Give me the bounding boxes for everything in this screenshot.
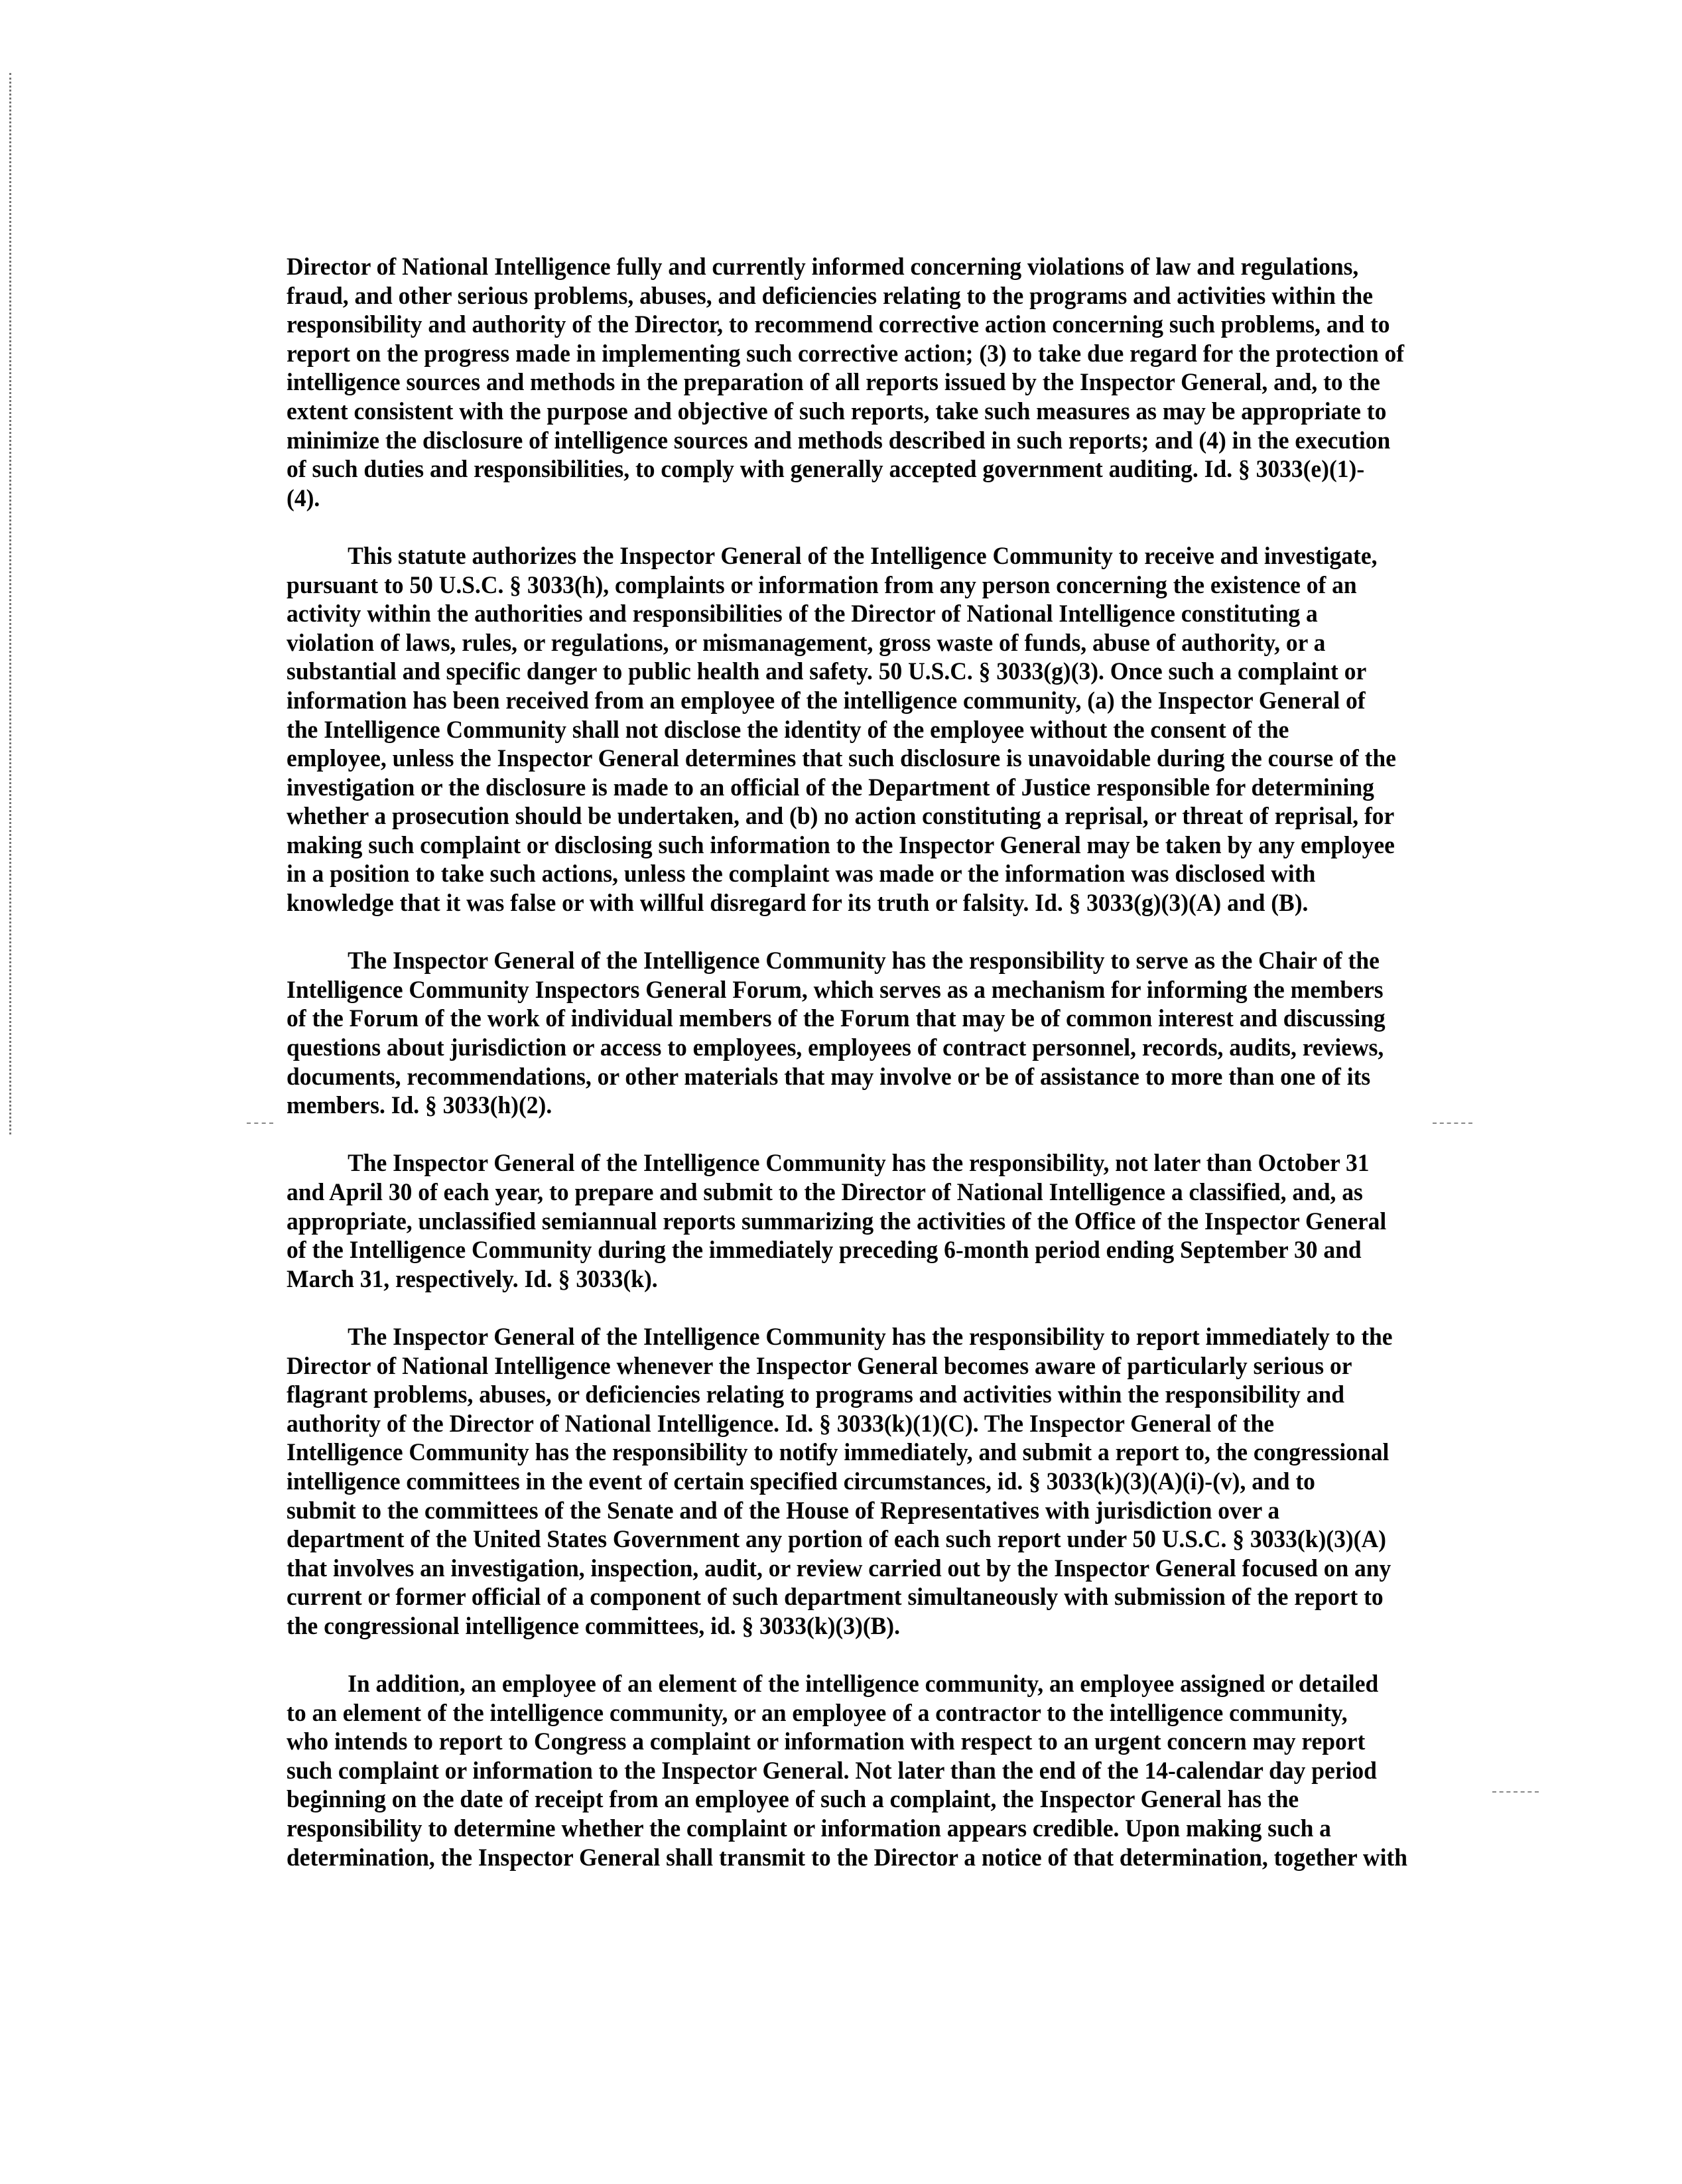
paragraph <box>287 1149 1414 1294</box>
scan-artifact-mark <box>1492 1791 1539 1793</box>
scan-artifact-dotted-edge <box>9 73 11 1134</box>
text-line: responsibility and authority of the Director, to recommend corrective action concerning such problems, and to <box>287 311 1390 339</box>
text-line: of the Intelligence Community during the immediately preceding 6-month period ending September 30 and <box>287 1237 1362 1264</box>
text-line: the Intelligence Community shall not disclose the identity of the employee without the consent of the <box>287 716 1289 744</box>
text-line: such complaint or information to the Inspector General. Not later than the end of the 14-calendar day period <box>287 1757 1377 1785</box>
text-line: of such duties and responsibilities, to comply with generally accepted government auditing. Id. § 3033(e)(1)- <box>287 456 1365 484</box>
text-line: who intends to report to Congress a complaint or information with respect to an urgent concern may report <box>287 1728 1366 1756</box>
text-line: substantial and specific danger to public health and safety. 50 U.S.C. § 3033(g)(3). Once such a complaint or <box>287 658 1367 686</box>
text-line: submit to the committees of the Senate and of the House of Representatives with jurisdiction over a <box>287 1497 1280 1525</box>
text-line: report on the progress made in implementing such corrective action; (3) to take due regard for the protection of <box>287 340 1405 368</box>
text-line: fraud, and other serious problems, abuses, and deficiencies relating to the programs and activities within the <box>287 282 1374 310</box>
text-line: In addition, an employee of an element of the intelligence community, an employee assigned or detailed <box>348 1671 1379 1698</box>
text-line: that involves an investigation, inspection, audit, or review carried out by the Inspector General focused on any <box>287 1554 1391 1582</box>
text-line: This statute authorizes the Inspector General of the Intelligence Community to receive and investigate, <box>348 542 1378 570</box>
document-body <box>287 253 1414 1901</box>
text-line: flagrant problems, abuses, or deficiencies relating to programs and activities within the responsibility and <box>287 1381 1344 1409</box>
text-line: information has been received from an employee of the intelligence community, (a) the Inspector General of <box>287 687 1366 715</box>
scan-artifact-mark <box>247 1123 273 1124</box>
text-line: investigation or the disclosure is made to an official of the Department of Justice responsible for determining <box>287 774 1374 801</box>
paragraph <box>287 1670 1414 1872</box>
text-line: intelligence sources and methods in the preparation of all reports issued by the Inspector General, and, to the <box>287 369 1380 397</box>
text-line: department of the United States Government any portion of each such report under 50 U.S.C. § 3033(k)(3)(A) <box>287 1526 1386 1554</box>
paragraph <box>287 542 1414 918</box>
text-line: The Inspector General of the Intelligence Community has the responsibility to serve as the Chair of the <box>348 947 1380 975</box>
text-line: responsibility to determine whether the complaint or information appears credible. Upon making such a <box>287 1815 1331 1843</box>
text-line: extent consistent with the purpose and objective of such reports, take such measures as may be appropriate to <box>287 397 1387 425</box>
text-line: the congressional intelligence committees, id. § 3033(k)(3)(B). <box>287 1612 901 1640</box>
text-line: intelligence committees in the event of certain specified circumstances, id. § 3033(k)(3)(A)(i)-(v), and to <box>287 1467 1315 1495</box>
text-line: activity within the authorities and responsibilities of the Director of National Intelligence constituting a <box>287 600 1318 628</box>
text-line: Director of National Intelligence fully and currently informed concerning violations of law and regulations, <box>287 253 1359 281</box>
text-line: (4). <box>287 484 320 512</box>
text-line: knowledge that it was false or with willful disregard for its truth or falsity. Id. § 3033(g)(3)(A) and (B). <box>287 890 1309 918</box>
text-line: questions about jurisdiction or access to employees, employees of contract personnel, records, audits, reviews, <box>287 1034 1384 1062</box>
text-line: Intelligence Community has the responsibility to notify immediately, and submit a report to, the congressional <box>287 1439 1390 1467</box>
scan-artifact-mark <box>1433 1123 1472 1124</box>
paragraph <box>287 947 1414 1121</box>
text-line: making such complaint or disclosing such information to the Inspector General may be taken by any employee <box>287 831 1395 859</box>
text-line: minimize the disclosure of intelligence sources and methods described in such reports; and (4) in the execution <box>287 427 1391 454</box>
text-line: whether a prosecution should be undertaken, and (b) no action constituting a reprisal, or threat of reprisal, for <box>287 803 1395 831</box>
text-line: current or former official of a component of such department simultaneously with submission of the report to <box>287 1584 1384 1611</box>
text-line: March 31, respectively. Id. § 3033(k). <box>287 1265 658 1293</box>
text-line: Director of National Intelligence whenever the Inspector General becomes aware of particularly serious or <box>287 1352 1352 1380</box>
paragraph <box>287 253 1414 513</box>
text-line: documents, recommendations, or other materials that may involve or be of assistance to more than one of its <box>287 1063 1371 1091</box>
text-line: beginning on the date of receipt from an employee of such a complaint, the Inspector General has the <box>287 1786 1299 1814</box>
text-line: members. Id. § 3033(h)(2). <box>287 1092 552 1120</box>
text-line: pursuant to 50 U.S.C. § 3033(h), complaints or information from any person concerning the existence of an <box>287 571 1357 599</box>
text-line: to an element of the intelligence community, or an employee of a contractor to the intelligence community, <box>287 1699 1348 1727</box>
text-line: The Inspector General of the Intelligence Community has the responsibility to report immediately to the <box>348 1323 1393 1351</box>
paragraph <box>287 1323 1414 1641</box>
text-line: of the Forum of the work of individual members of the Forum that may be of common interest and discussing <box>287 1005 1386 1033</box>
text-line: Intelligence Community Inspectors General Forum, which serves as a mechanism for informing the members <box>287 976 1384 1004</box>
text-line: and April 30 of each year, to prepare and submit to the Director of National Intelligence a classified, and, as <box>287 1179 1363 1206</box>
text-line: appropriate, unclassified semiannual reports summarizing the activities of the Office of the Inspector General <box>287 1207 1387 1235</box>
text-line: employee, unless the Inspector General determines that such disclosure is unavoidable during the course of the <box>287 745 1396 773</box>
text-line: The Inspector General of the Intelligence Community has the responsibility, not later than October 31 <box>348 1150 1370 1178</box>
text-line: in a position to take such actions, unless the complaint was made or the information was disclosed with <box>287 860 1316 888</box>
text-line: authority of the Director of National Intelligence. Id. § 3033(k)(1)(C). The Inspector General of the <box>287 1410 1274 1438</box>
text-line: determination, the Inspector General shall transmit to the Director a notice of that determination, together with <box>287 1844 1407 1872</box>
text-line: violation of laws, rules, or regulations, or mismanagement, gross waste of funds, abuse of authority, or a <box>287 629 1326 657</box>
